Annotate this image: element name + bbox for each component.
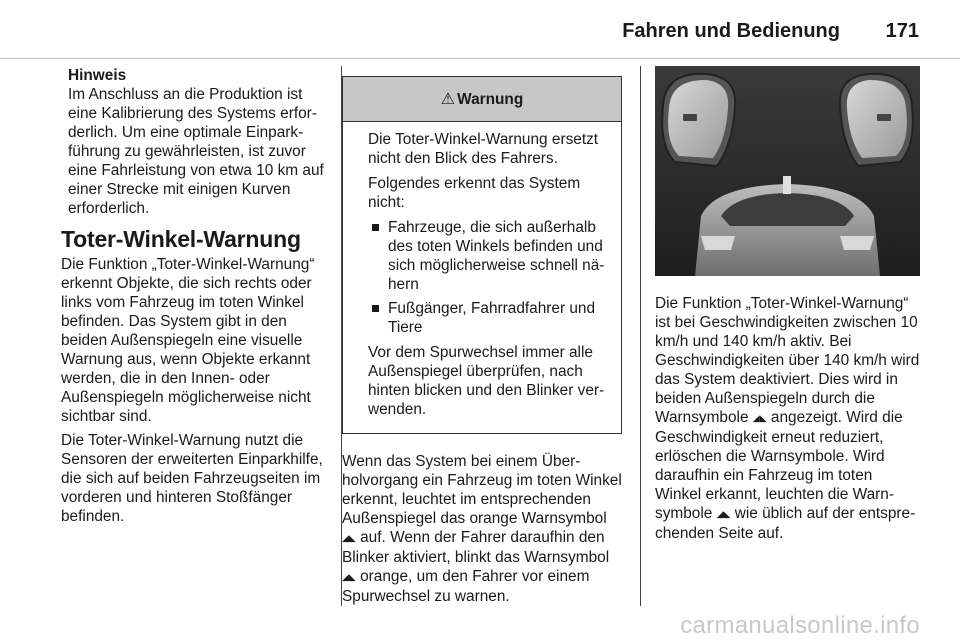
blind-spot-icon: ◢◣ xyxy=(342,533,356,543)
header-title: Fahren und Bedienung xyxy=(622,20,840,42)
note-title: Hinweis xyxy=(68,67,127,84)
warning-list xyxy=(368,218,611,337)
paragraph-part: Die Funktion „Toter-Winkel-Warnung“ ist bei Geschwindigkeiten zwischen 10 km/h und 140 km/h aktiv. Bei Geschwindigkeiten über 140 km/h wird das System deaktiviert. Dies wird in beiden Außenspiegeln durch die Warnsymbole xyxy=(655,295,920,426)
warning-box xyxy=(342,76,622,434)
blind-spot-icon: ◢◣ xyxy=(342,572,356,582)
watermark: carmanualsonline.info xyxy=(680,612,920,639)
page-number: 171 xyxy=(885,20,919,42)
warning-title: Warnung xyxy=(457,90,524,108)
warning-text: Die Toter-Winkel-Warnung ersetzt nicht den Blick des Fahrers. xyxy=(368,131,599,167)
mirror-illustration xyxy=(655,66,920,276)
paragraph xyxy=(342,452,622,606)
list-item: Fußgänger, Fahrradfahrer und Tiere xyxy=(368,299,611,337)
warning-triangle-icon: ⚠ xyxy=(440,90,456,108)
list-item: Fahrzeuge, die sich außerhalb des toten Winkels befinden und sich möglicherweise schnell nähern xyxy=(368,218,611,294)
page-header xyxy=(0,0,960,56)
section-heading: Toter-Winkel-Warnung xyxy=(61,226,301,252)
paragraph: Die Funktion „Toter-Winkel-Warnung“ erkennt Objekte, die sich rechts oder links vom Fahrzeug im toten Winkel befinden. Das System gibt in den beiden Außenspiegeln eine visuelle Warnung aus, wenn Objekte erkannt werden, die in den Innen- oder Außenspiegeln möglicherweise nicht sichtbar sind. xyxy=(61,256,315,425)
paragraph-part: Wenn das System bei einem Überholvorgang ein Fahrzeug im toten Winkel erkennt, leuchtet im entsprechenden Außenspiegel das orange Warnsymbol xyxy=(342,453,622,527)
car-mirrors-image xyxy=(655,66,920,276)
paragraph-part: auf. Wenn der Fahrer daraufhin den Blinker aktiviert, blinkt das Warnsymbol xyxy=(342,529,610,566)
note-block xyxy=(61,66,329,218)
note-text: Im Anschluss an die Produktion ist eine Kalibrierung des Systems erforderlich. Um eine optimale Einparkführung zu gewährleisten, ist zuvor eine Fahrleistung von etwa 10 km auf einer Strecke mit einigen Kurven erforderlich. xyxy=(68,86,324,217)
column-divider-2 xyxy=(640,66,641,606)
warning-text: Folgendes erkennt das System nicht: xyxy=(368,175,581,211)
warning-text: Vor dem Spurwechsel immer alle Außenspiegel überprüfen, nach hinten blicken und den Blinker verwenden. xyxy=(368,344,605,418)
column-2 xyxy=(342,66,622,606)
column-3 xyxy=(655,66,920,543)
paragraph xyxy=(655,294,920,543)
paragraph-part: angezeigt. Wird die Geschwindigkeit erneut reduziert, erlöschen die Warnsymbole. Wird daraufhin ein Fahrzeug im toten Winkel erkannt, leuchten die Warnsymbole xyxy=(655,409,903,522)
blind-spot-icon: ◢◣ xyxy=(716,509,731,519)
paragraph-part: wie üblich auf der entsprechenden Seite auf. xyxy=(655,505,916,542)
warning-header xyxy=(343,77,621,122)
warning-body xyxy=(343,122,621,433)
paragraph: Die Toter-Winkel-Warnung nutzt die Sensoren der erweiterten Einparkhilfe, die sich auf beiden Fahrzeugseiten im vorderen und hinteren Stoßfänger befinden. xyxy=(61,432,323,525)
header-rule xyxy=(0,58,960,59)
blind-spot-icon: ◢◣ xyxy=(752,413,767,423)
paragraph-part: orange, um den Fahrer vor einem Spurwechsel zu warnen. xyxy=(342,568,590,605)
column-1 xyxy=(61,66,329,531)
